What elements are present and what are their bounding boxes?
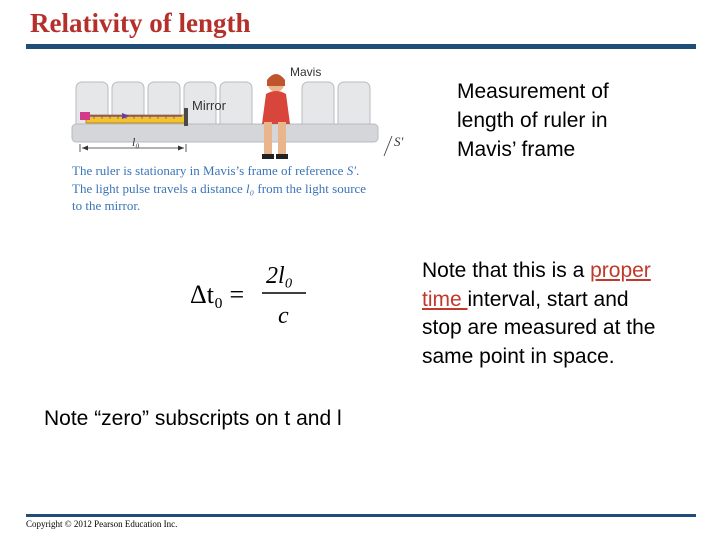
footer-divider — [26, 514, 696, 517]
mavis-label: Mavis — [290, 65, 322, 79]
copyright-text: Copyright © 2012 Pearson Education Inc. — [26, 519, 178, 529]
figure-caption: The ruler is stationary in Mavis’s frame of reference S′. The light pulse travels a distance l₀ from the light source to the mirror. — [72, 163, 367, 213]
equation-numerator: 2l₀ — [266, 263, 294, 289]
measurement-note: Measurement of length of ruler in Mavis’ frame — [457, 80, 609, 161]
slide-title: Relativity of length — [30, 8, 251, 38]
title-divider — [26, 44, 696, 49]
frame-label: S′ — [394, 134, 404, 149]
length-label: l₀ — [132, 135, 140, 149]
subscript-note: Note “zero” subscripts on t and l — [44, 407, 342, 430]
equation-denominator: c — [278, 303, 289, 329]
light-source — [80, 112, 90, 120]
equation-lhs: Δt₀ = — [190, 280, 245, 309]
time-equation — [190, 255, 320, 335]
proper-time-note: Note that this is a proper time interval, start and stop are measured at the same point in space. — [422, 259, 656, 368]
mirror-label: Mirror — [192, 98, 226, 113]
mavis-figure — [262, 74, 290, 159]
mirror — [184, 108, 188, 126]
proper-time-highlight: proper time — [422, 259, 651, 311]
